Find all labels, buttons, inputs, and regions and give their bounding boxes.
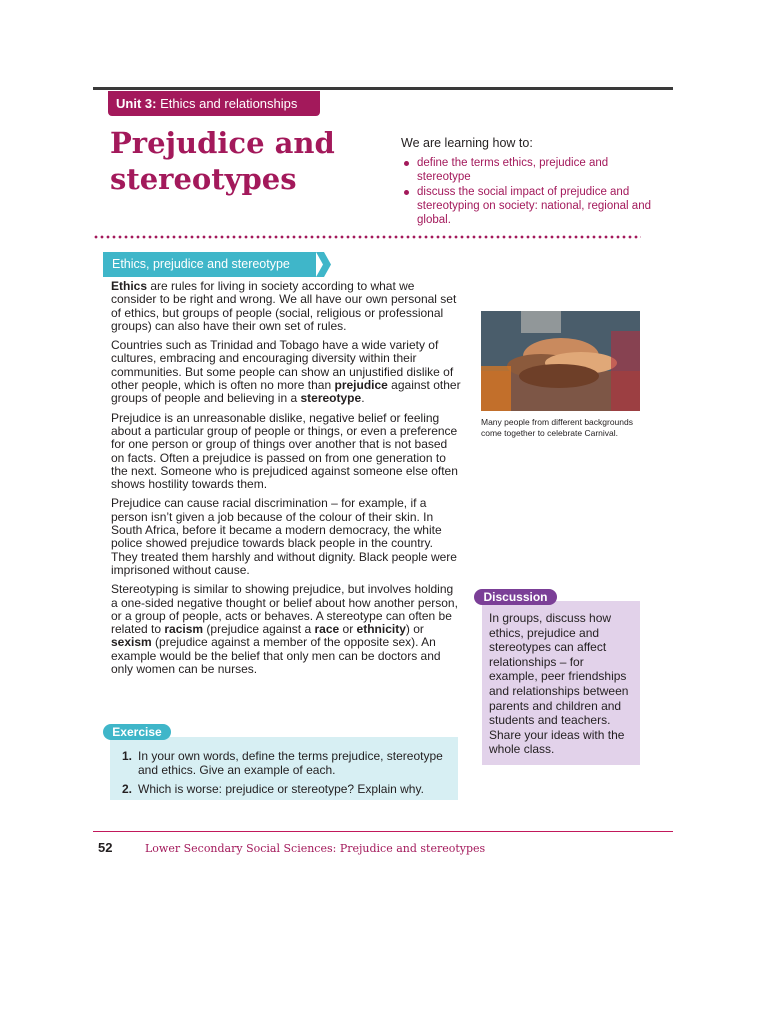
key-term: prejudice xyxy=(334,378,388,393)
unit-tab xyxy=(108,91,320,116)
text-run: or xyxy=(339,622,357,637)
body-paragraph xyxy=(111,412,461,492)
text-run: are rules for living in society according to what we consider to be right and wrong. We all have our own personal set of ethics, but groups of people (social, religious or professional groups) can also have their own set of rules. xyxy=(111,279,457,333)
top-rule xyxy=(93,87,673,90)
dotted-divider xyxy=(93,235,641,239)
chevron-right-icon xyxy=(316,252,334,277)
title-line-1: Prejudice and xyxy=(110,126,335,160)
footer-rule xyxy=(93,831,673,832)
hands-illustration xyxy=(481,311,640,411)
text-run: Countries such as Trinidad and Tobago have a wide variety of cultures, embracing and encouraging diversity within their communities. But some people can show an unjustified dislike of other people, which is often no more than xyxy=(111,338,454,393)
objective-item: discuss the social impact of prejudice and stereotyping on society: national, regional and global. xyxy=(401,185,651,227)
text-run: Stereotyping is similar to showing prejudice, but involves holding a one-sided negative thought or belief about how another person, or a group of people, acts or behaves. A stereotype can often be related to xyxy=(111,582,458,637)
key-term: stereotype xyxy=(300,391,362,406)
text-run: ) or xyxy=(405,622,424,637)
learning-objectives xyxy=(401,136,651,228)
exercise-item xyxy=(122,749,450,777)
body-paragraph xyxy=(111,497,461,577)
key-term: sexism xyxy=(111,635,152,650)
text-run: (prejudice against a xyxy=(203,622,315,637)
exercise-label: Exercise xyxy=(103,724,171,740)
body-paragraph xyxy=(111,280,461,333)
text-run: against other groups of people and believing in a xyxy=(111,378,461,406)
carnival-hands-photo xyxy=(481,311,640,411)
text-run: . xyxy=(361,391,365,406)
exercise-text: In your own words, define the terms prejudice, stereotype and ethics. Give an example of each. xyxy=(138,749,443,777)
section-heading: Ethics, prejudice and stereotype xyxy=(103,252,316,277)
unit-label: Unit 3: xyxy=(116,96,157,111)
page-number: 52 xyxy=(98,840,113,855)
key-term: Ethics xyxy=(111,279,148,293)
exercise-box xyxy=(110,737,458,800)
unit-name: Ethics and relationships xyxy=(160,96,298,111)
key-term: racism xyxy=(164,622,204,637)
title-line-2: stereotypes xyxy=(110,162,297,196)
body-text xyxy=(111,280,461,682)
text-run: (prejudice against a member of the opposite sex). An example would be the belief that only men can be doctors and only women can be nurses. xyxy=(111,635,441,677)
key-term: ethnicity xyxy=(356,622,406,637)
text-run: Prejudice can cause racial discrimination – for example, if a person isn’t given a job because of the colour of their skin. In South Africa, before it became a modern democracy, the white police showed prejudice towards black people in the country. They treated them harshly and without dignity. Black people were imprisoned without cause. xyxy=(111,496,457,577)
photo-caption: Many people from different backgrounds come together to celebrate Carnival. xyxy=(481,417,633,438)
key-term: race xyxy=(314,622,340,637)
exercise-text: Which is worse: prejudice or stereotype? Explain why. xyxy=(138,782,424,796)
footer-title: Lower Secondary Social Sciences: Prejudice and stereotypes xyxy=(145,842,486,855)
learning-intro: We are learning how to: xyxy=(401,136,533,150)
objective-list xyxy=(401,156,651,227)
body-paragraph xyxy=(111,339,461,405)
discussion-box xyxy=(482,601,640,765)
discussion-text: In groups, discuss how ethics, prejudice and stereotypes can affect relationships – for example, peer friendships and relationships between parents and children and students and teachers. Share your ideas with the whole class. xyxy=(489,611,629,757)
objective-item: define the terms ethics, prejudice and stereotype xyxy=(401,156,651,184)
exercise-number: 2. xyxy=(122,782,133,796)
text-run: Prejudice is an unreasonable dislike, negative belief or feeling about a particular group of people or things, or even a preference for one person or group of things over another that is not based on facts. Often a prejudice is passed on from one generation to the next. Someone who is prejudiced against someone else often shows hostility towards them. xyxy=(111,410,458,492)
page-title xyxy=(110,125,370,197)
discussion-label: Discussion xyxy=(474,589,557,605)
exercise-item xyxy=(122,782,450,796)
exercise-number: 1. xyxy=(122,749,133,763)
body-paragraph xyxy=(111,583,461,676)
